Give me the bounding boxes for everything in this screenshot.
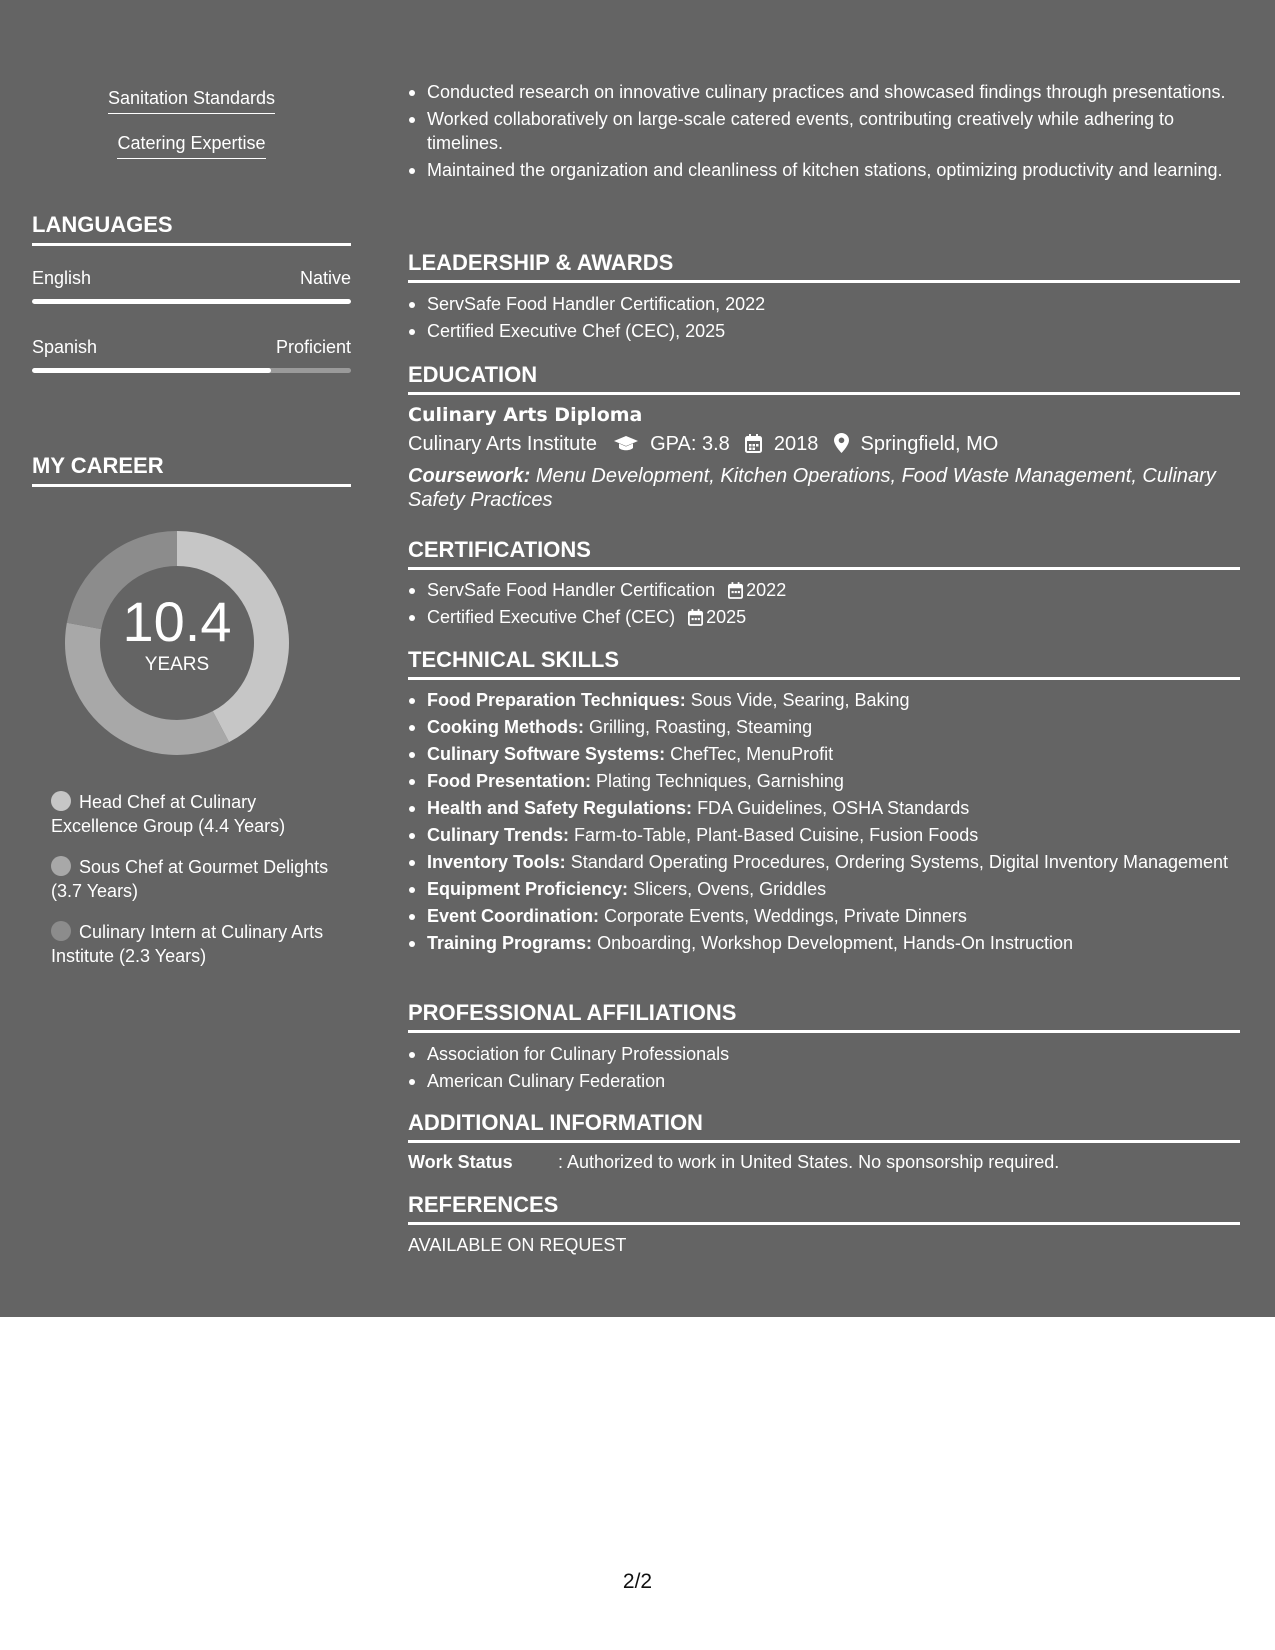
education-heading: EDUCATION xyxy=(408,362,1240,395)
career-donut-chart xyxy=(64,530,290,756)
education-coursework xyxy=(408,464,1228,512)
technical-skills-list xyxy=(408,688,1240,958)
technical-skill-category: Health and Safety Regulations: xyxy=(427,798,693,818)
technical-skill-category: Cooking Methods: xyxy=(427,717,584,737)
technical-skill-item xyxy=(408,850,1240,874)
education-year: 2018 xyxy=(773,433,819,455)
legend-dot-icon xyxy=(51,791,71,811)
calendar-icon xyxy=(745,434,762,459)
calendar-icon xyxy=(728,582,743,599)
technical-skill-values: Corporate Events, Weddings, Private Dinners xyxy=(604,906,967,926)
career-legend-item: Head Chef at Culinary Excellence Group (4.4 Years) xyxy=(51,792,286,836)
certifications-list xyxy=(408,578,1240,632)
technical-skill-category: Equipment Proficiency: xyxy=(427,879,629,899)
list-item xyxy=(408,605,1240,629)
language-name: Spanish xyxy=(32,337,98,357)
technical-skill-values: Grilling, Roasting, Steaming xyxy=(589,717,813,737)
language-bar-fill xyxy=(32,299,351,304)
references-text: AVAILABLE ON REQUEST xyxy=(408,1235,627,1255)
technical-skills-heading: TECHNICAL SKILLS xyxy=(408,647,1240,680)
work-status-label: Work Status xyxy=(408,1152,513,1172)
technical-skill-category: Inventory Tools: xyxy=(427,852,566,872)
language-bar xyxy=(32,299,351,304)
list-item: Certified Executive Chef (CEC), 2025 xyxy=(408,319,1240,343)
technical-skill-values: FDA Guidelines, OSHA Standards xyxy=(697,798,970,818)
technical-skill-item xyxy=(408,931,1240,955)
education-meta xyxy=(408,433,998,459)
affiliations-heading: PROFESSIONAL AFFILIATIONS xyxy=(408,1000,1240,1033)
technical-skill-item xyxy=(408,742,1240,766)
list-item: Maintained the organization and cleanliness of kitchen stations, optimizing productivity and learning. xyxy=(408,158,1240,182)
career-unit: YEARS xyxy=(144,654,210,675)
legend-dot-icon xyxy=(51,921,71,941)
language-row xyxy=(32,337,351,363)
leadership-list xyxy=(408,292,1240,346)
additional-info-heading: ADDITIONAL INFORMATION xyxy=(408,1110,1240,1143)
technical-skill-values: Farm-to-Table, Plant-Based Cuisine, Fusion Foods xyxy=(574,825,979,845)
language-bar xyxy=(32,368,351,373)
career-legend xyxy=(51,790,341,985)
technical-skill-item xyxy=(408,823,1240,847)
legend-dot-icon xyxy=(51,856,71,876)
location-pin-icon xyxy=(834,433,849,459)
education-school: Culinary Arts Institute xyxy=(408,433,597,455)
list-item: American Culinary Federation xyxy=(408,1069,1240,1093)
language-level: Native xyxy=(299,268,351,288)
certification-date: 2025 xyxy=(688,605,746,629)
certification-name: ServSafe Food Handler Certification xyxy=(427,580,716,600)
languages-heading: LANGUAGES xyxy=(32,212,351,246)
skill-tag: Catering Expertise xyxy=(32,133,351,159)
technical-skill-category: Culinary Software Systems: xyxy=(427,744,666,764)
certification-name: Certified Executive Chef (CEC) xyxy=(427,607,676,627)
technical-skill-item xyxy=(408,688,1240,712)
technical-skill-category: Culinary Trends: xyxy=(427,825,570,845)
career-total-years: 10.4 xyxy=(122,590,232,653)
list-item: Association for Culinary Professionals xyxy=(408,1042,1240,1066)
donut-center xyxy=(64,590,290,676)
technical-skill-item xyxy=(408,877,1240,901)
list-item: ServSafe Food Handler Certification, 2022 xyxy=(408,292,1240,316)
affiliations-list xyxy=(408,1042,1240,1096)
language-row xyxy=(32,268,351,294)
technical-skill-category: Food Preparation Techniques: xyxy=(427,690,686,710)
career-legend-item: Culinary Intern at Culinary Arts Institute (2.3 Years) xyxy=(51,922,324,966)
language-name: English xyxy=(32,268,92,288)
work-status-value: : Authorized to work in United States. No sponsorship required. xyxy=(558,1152,1060,1172)
career-heading: MY CAREER xyxy=(32,453,351,487)
list-item: Conducted research on innovative culinary practices and showcased findings through presentations. xyxy=(408,80,1240,104)
technical-skill-item xyxy=(408,715,1240,739)
list-item xyxy=(408,578,1240,602)
technical-skill-category: Food Presentation: xyxy=(427,771,592,791)
education-degree: Culinary Arts Diploma xyxy=(408,404,643,426)
technical-skill-values: Standard Operating Procedures, Ordering Systems, Digital Inventory Management xyxy=(570,852,1229,872)
references-heading: REFERENCES xyxy=(408,1192,1240,1225)
education-gpa: GPA: 3.8 xyxy=(650,433,730,455)
technical-skill-category: Event Coordination: xyxy=(427,906,599,926)
language-bar-fill xyxy=(32,368,271,373)
work-status-row xyxy=(408,1152,1240,1173)
coursework-label: Coursework: xyxy=(408,465,531,487)
skill-tag: Sanitation Standards xyxy=(32,88,351,114)
graduation-cap-icon xyxy=(613,435,639,459)
technical-skill-values: Plating Techniques, Garnishing xyxy=(596,771,844,791)
technical-skill-item xyxy=(408,769,1240,793)
coursework-text: Menu Development, Kitchen Operations, Food Waste Management, Culinary Safety Practices xyxy=(408,465,1216,511)
technical-skill-values: ChefTec, MenuProfit xyxy=(670,744,834,764)
technical-skill-category: Training Programs: xyxy=(427,933,593,953)
technical-skill-item xyxy=(408,796,1240,820)
certifications-heading: CERTIFICATIONS xyxy=(408,537,1240,570)
career-legend-item: Sous Chef at Gourmet Delights (3.7 Years) xyxy=(51,857,329,901)
technical-skill-values: Slicers, Ovens, Griddles xyxy=(633,879,827,899)
technical-skill-item xyxy=(408,904,1240,928)
certification-date: 2022 xyxy=(728,578,786,602)
technical-skill-values: Onboarding, Workshop Development, Hands-On Instruction xyxy=(597,933,1073,953)
leadership-heading: LEADERSHIP & AWARDS xyxy=(408,250,1240,283)
calendar-icon xyxy=(688,609,703,626)
page-number: 2/2 xyxy=(622,1570,653,1593)
experience-bullets xyxy=(408,80,1240,185)
list-item: Worked collaboratively on large-scale catered events, contributing creatively while adhering to timelines. xyxy=(408,107,1240,155)
education-location: Springfield, MO xyxy=(860,433,999,455)
technical-skill-values: Sous Vide, Searing, Baking xyxy=(690,690,910,710)
language-level: Proficient xyxy=(275,337,351,357)
